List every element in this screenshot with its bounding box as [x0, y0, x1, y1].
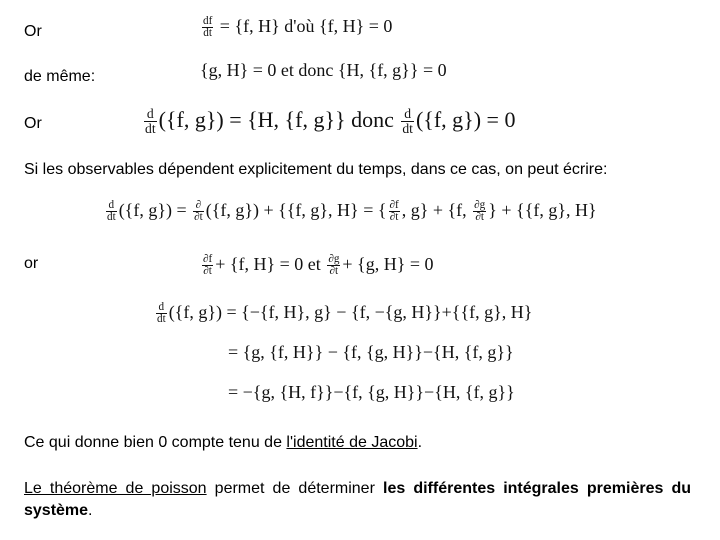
- equation-1: $\frac{df}{dt}$ = {f, H} d'où {f, H} = 0: [203, 14, 393, 40]
- poisson-theorem-text: Le théorème de poisson: [24, 480, 207, 497]
- label-de-meme: de même:: [24, 68, 96, 85]
- final-paragraph: Le théorème de poisson permet de déterminer les différentes intégrales premières du système.: [24, 480, 691, 519]
- label-or-1: Or: [24, 23, 42, 40]
- label-or-3: or: [24, 255, 39, 272]
- equation-3: $\frac{d}{dt}$ ({f, g}) = {H, {f, g}} donc $\frac{d}{dt}$ ({f, g}) = 0: [145, 106, 516, 137]
- label-or-2: Or: [24, 115, 42, 132]
- equation-4: $\frac{d}{dt}$ ({f, g}) = $\frac{\partial}{\partial t}$ ({f, g}) + {{f, g}, H} = { $\frac{\partial f}{\partial t}$ , g} + {f, $\frac{\partial g}{\partial t}$ } + {{f, g}, H}: [107, 198, 597, 224]
- equation-8: = −{g, {H, f}}−{f, {g, H}}−{H, {f, g}}: [228, 382, 515, 402]
- equation-7: = {g, {f, H}} − {f, {g, H}}−{H, {f, g}}: [228, 342, 514, 362]
- jacobi-identity-text: l'identité de Jacobi: [286, 434, 418, 451]
- conclusion-line: Ce qui donne bien 0 compte tenu de l'identité de Jacobi.: [24, 434, 423, 451]
- equation-6: $\frac{d}{dt}$ ({f, g}) = {−{f, H}, g} − {f, −{g, H}}+{{f, g}, H}: [157, 300, 533, 326]
- statement-time-dependent: Si les observables dépendent explicitement du temps, dans ce cas, on peut écrire:: [24, 161, 608, 178]
- equation-5: $\frac{\partial f}{\partial t}$ + {f, H} = 0 et $\frac{\partial g}{\partial t}$ + {g, H} = 0: [203, 252, 434, 278]
- equation-2: {g, H} = 0 et donc {H, {f, g}} = 0: [200, 60, 447, 80]
- first-integrals-text: les différentes intégrales premières du système: [24, 480, 691, 519]
